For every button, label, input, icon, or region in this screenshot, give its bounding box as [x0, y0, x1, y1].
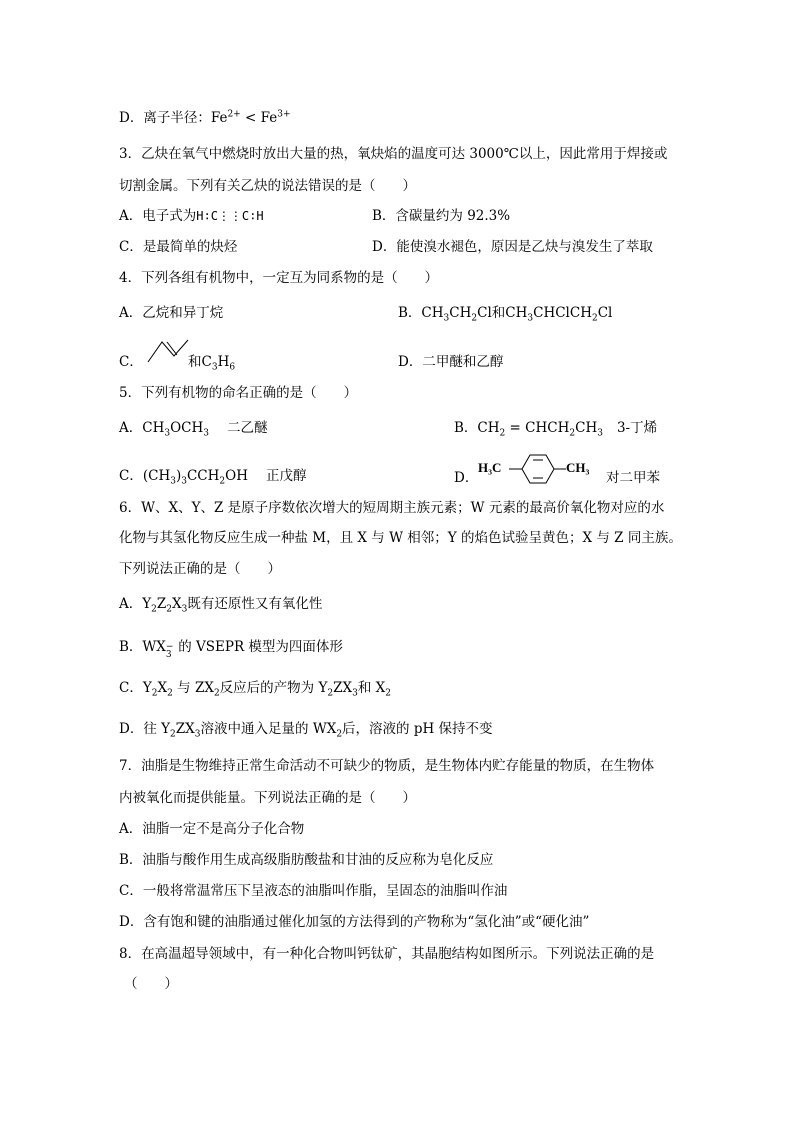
- and-word: 和: [188, 354, 202, 370]
- q5-option-a: [119, 418, 268, 438]
- q7-option-d: D．含有饱和键的油脂通过催化加氢的方法得到的产物称为“氢化油”或“硬化油”: [119, 914, 590, 930]
- formula-y2zx3-b: $Y_2ZX_3$: [161, 721, 201, 740]
- fe-symbol: Fe: [210, 110, 228, 126]
- q5-option-d-name: 对二甲苯: [606, 470, 660, 486]
- less-than: <: [240, 110, 261, 126]
- q6-stem-line-3: 下列说法正确的是（ ）: [119, 561, 281, 577]
- q7-stem-line-1: 7．油脂是生物维持正常生命活动不可缺少的物质，是生物体内贮存能量的物质，在生物体: [119, 758, 655, 774]
- q3-option-c: C．是最简单的炔烃: [119, 239, 238, 255]
- q3-option-a: [119, 206, 264, 226]
- formula-y2z2x3: $Y_2Z_2X_3$: [142, 596, 188, 615]
- fe-symbol-2: Fe: [260, 110, 278, 126]
- q6-option-d-prefix: D．往: [119, 721, 162, 737]
- formula-wx3-minus: WX 3 −: [142, 639, 174, 660]
- q4-option-c-prefix: C．: [119, 354, 143, 370]
- q5-option-b: [454, 418, 657, 438]
- q8-stem-line-2: （ ）: [124, 976, 178, 992]
- q7-stem-line-2: 内被氧化而提供能量。下列说法正确的是（ ）: [119, 790, 416, 806]
- charge-2plus: 2+: [227, 109, 241, 120]
- q6-option-b-prefix: B．: [119, 639, 143, 655]
- q4-option-d: D．二甲醚和乙醇: [398, 354, 504, 370]
- formula-zx2: $ZX_2$: [194, 680, 220, 699]
- formula-x2: $X_2$: [375, 680, 392, 699]
- q4-option-c: [119, 352, 143, 372]
- formula-y2x2: $Y_2X_2$: [142, 680, 173, 699]
- q5-stem: 5．下列有机物的命名正确的是（ ）: [119, 385, 358, 401]
- electron-formula: H∶C⋮⋮C∶H: [196, 209, 264, 223]
- q4-option-b: [398, 303, 612, 323]
- formula-ch3ch2cl: $CH_3CH_2Cl$: [421, 305, 492, 324]
- q6-stem-line-2: 化物与其氢化物反应生成一种盐 M，且 X 与 W 相邻；Y 的焰色试验呈黄色；X 与 Z 同主族。: [119, 530, 682, 546]
- q6-stem-line-1: 6．W、X、Y、Z 是原子序数依次增大的短周期主族元素；W 元素的最高价氧化物对应的水: [119, 500, 665, 516]
- q5-option-c-name: 正戊醇: [265, 468, 307, 484]
- q6-option-a: [119, 594, 322, 614]
- q2-option-d-prefix: D．离子半径：: [119, 110, 211, 126]
- q4-option-b-prefix: B．: [398, 305, 422, 321]
- formula-c3h6: $C_3H_6$: [201, 354, 236, 373]
- q5-option-c: [119, 466, 306, 486]
- and-word: 和: [491, 305, 506, 321]
- q6-option-a-text: 既有还原性又有氧化性: [187, 596, 323, 612]
- q4-stem: 4．下列各组有机物中，一定互为同系物的是（ ）: [119, 270, 439, 286]
- q5-option-c-prefix: C．: [119, 468, 143, 484]
- para-xylene-structure: [478, 452, 608, 486]
- q6-option-c-prefix: C．: [119, 680, 143, 696]
- q4-option-a: A．乙烷和异丁烷: [119, 305, 224, 321]
- propene-skeletal-structure: [144, 338, 190, 364]
- q6-option-d: D．往 $Y_2ZX_3$溶液中通入足量的 $WX_2$后，溶液的 pH 保持不变: [119, 721, 493, 740]
- q6-option-a-prefix: A．: [119, 596, 143, 612]
- charge-3plus: 3+: [277, 109, 291, 120]
- q5-option-d-prefix: D．: [454, 470, 479, 486]
- q6-option-c: C．$Y_2X_2$ 与 $ZX_2$反应后的产物为 $Y_2ZX_3$和 $X_2$: [119, 680, 392, 699]
- q7-option-a: A．油脂一定不是高分子化合物: [119, 821, 305, 837]
- q2-option-d: [119, 108, 291, 128]
- q5-option-a-prefix: A．: [119, 420, 143, 436]
- q3-stem-line-1: 3．乙炔在氧气中燃烧时放出大量的热，氧炔焰的温度可达 3000℃以上，因此常用于焊接或: [119, 146, 668, 162]
- q5-option-a-name: 二乙醚: [227, 420, 268, 436]
- q3-option-a-prefix: A．电子式为: [119, 208, 197, 224]
- methyl-left-label: H₃C: [478, 460, 502, 475]
- q3-option-d: D．能使溴水褪色，原因是乙炔与溴发生了萃取: [372, 239, 653, 255]
- q3-option-b: B．含碳量约为 92.3%: [372, 208, 511, 224]
- formula-y2zx3: $Y_2ZX_3$: [318, 680, 358, 699]
- q7-option-b: B．油脂与酸作用生成高级脂肪酸盐和甘油的反应称为皂化反应: [119, 852, 494, 868]
- q6-option-b-text: 的 VSEPR 模型为四面体形: [173, 639, 343, 655]
- formula-butene: $CH_2$ = $CHCH_2CH_3$: [477, 420, 603, 439]
- formula-wx2: $WX_2$: [312, 721, 343, 740]
- q8-stem-line-1: 8．在高温超导领域中，有一种化合物叫钙钛矿，其晶胞结构如图所示。下列说法正确的是: [119, 946, 655, 962]
- methyl-right-label: CH₃: [566, 460, 590, 475]
- q4-option-c-formula: [188, 352, 235, 372]
- q6-option-b: [119, 637, 343, 660]
- q5-option-b-prefix: B．: [454, 420, 478, 436]
- q5-option-b-name: 3-丁烯: [616, 420, 658, 436]
- formula-neopentanol: $(CH_3)_3CCH_2OH$: [142, 468, 248, 487]
- q3-stem-line-2: 切割金属。下列有关乙炔的说法错误的是（ ）: [119, 178, 416, 194]
- q7-option-c: C．一般将常温常压下呈液态的油脂叫作脂，呈固态的油脂叫作油: [119, 883, 508, 899]
- formula-ch3chclch2cl: $CH_3CHClCH_2Cl$: [505, 305, 613, 324]
- formula-ch3och3: $CH_3OCH_3$: [142, 420, 209, 439]
